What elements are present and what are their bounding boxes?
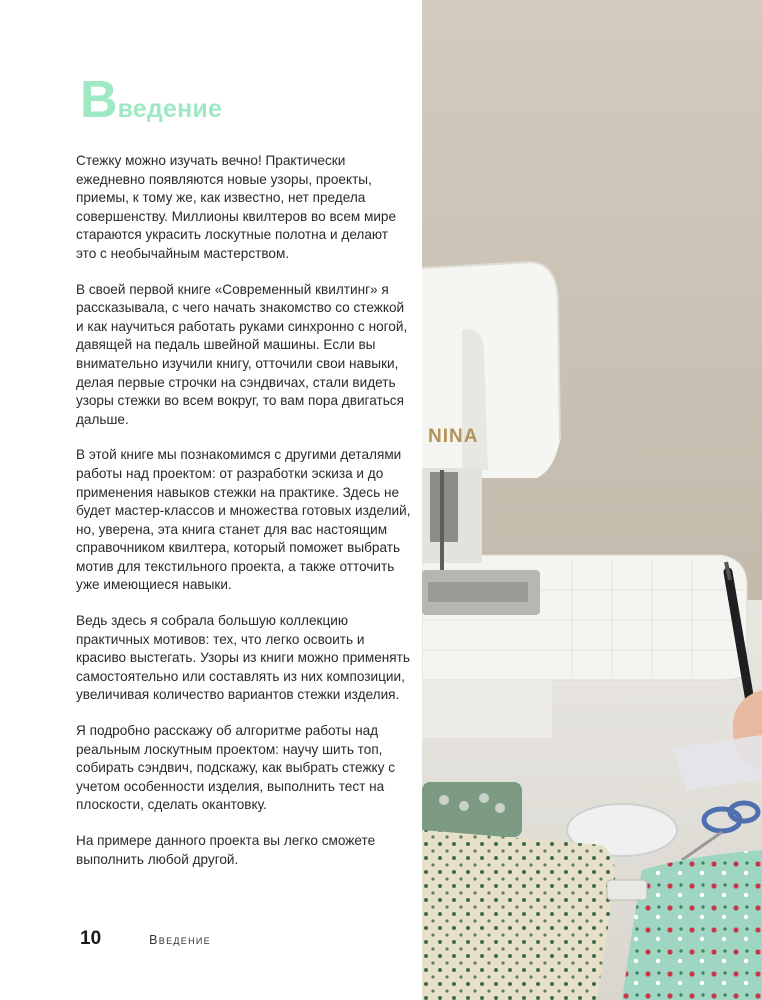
- heading-rest: ведение: [117, 95, 223, 123]
- machine-brand: NINA: [428, 426, 479, 447]
- mint-floral-fabric: [622, 850, 762, 1000]
- thread-spool: [607, 880, 647, 900]
- paragraph-2: В своей первой книге «Современный квилтинг» я рассказывала, с чего начать знакомство со стежкой и как научиться работать руками синхронно с ногой, давящей на педаль швейной машины. Если вы внимательно изучили книгу, отточили свои навыки, делая первые строчки на сэндвичах, стали видеть узоры стежки во всем вокруг, то вам пора двигаться дальше.: [76, 281, 408, 427]
- paragraph-3: В этой книге мы познакомимся с другими деталями работы над проектом: от разработки эскиза и до применения навыков стежки на практике. Здесь не будет мастер-классов и множества готовых изделий, но, уверена, эта книга станет для вас настоящим справочником квилтера, который поможет выбрать мотив для текстильного проекта, а также отточить уже имеющиеся навыки.: [76, 447, 411, 593]
- paragraph-5: Я подробно расскажу об алгоритме работы над реальным лоскутным проектом: научу шить топ, собирать сэндвич, подскажу, как выбрать стежку с учетом особенности изделия, выполнить тест на плоскости, сделать окантовку.: [76, 723, 396, 813]
- page-number: 10: [80, 928, 102, 949]
- paragraph-6: На примере данного проекта вы легко сможете выполнить любой другой.: [76, 833, 376, 867]
- body-text: [76, 152, 412, 886]
- sewing-machine-photo: [422, 0, 762, 1000]
- running-head: Введение: [149, 933, 211, 947]
- paragraph-4: Ведь здесь я собрала большую коллекцию практичных мотивов: тех, что легко освоить и красиво выстегать. Узоры из книги можно применять самостоятельно или составлять из них композиции, увеличивая количество вариантов стежки изделия.: [76, 613, 410, 703]
- paragraph-1: Стежку можно изучать вечно! Практически ежедневно появляются новые узоры, проекты, приемы, к тому же, как известно, нет предела совершенству. Миллионы квилтеров во всем мире стараются украсить лоскутные полотна и делают это с необычайным мастерством.: [76, 153, 397, 261]
- page-footer: [80, 928, 211, 950]
- pin-box: [422, 782, 522, 837]
- dotted-fabric: [422, 830, 615, 1000]
- heading-initial: В: [80, 71, 118, 129]
- chapter-heading: [80, 71, 223, 129]
